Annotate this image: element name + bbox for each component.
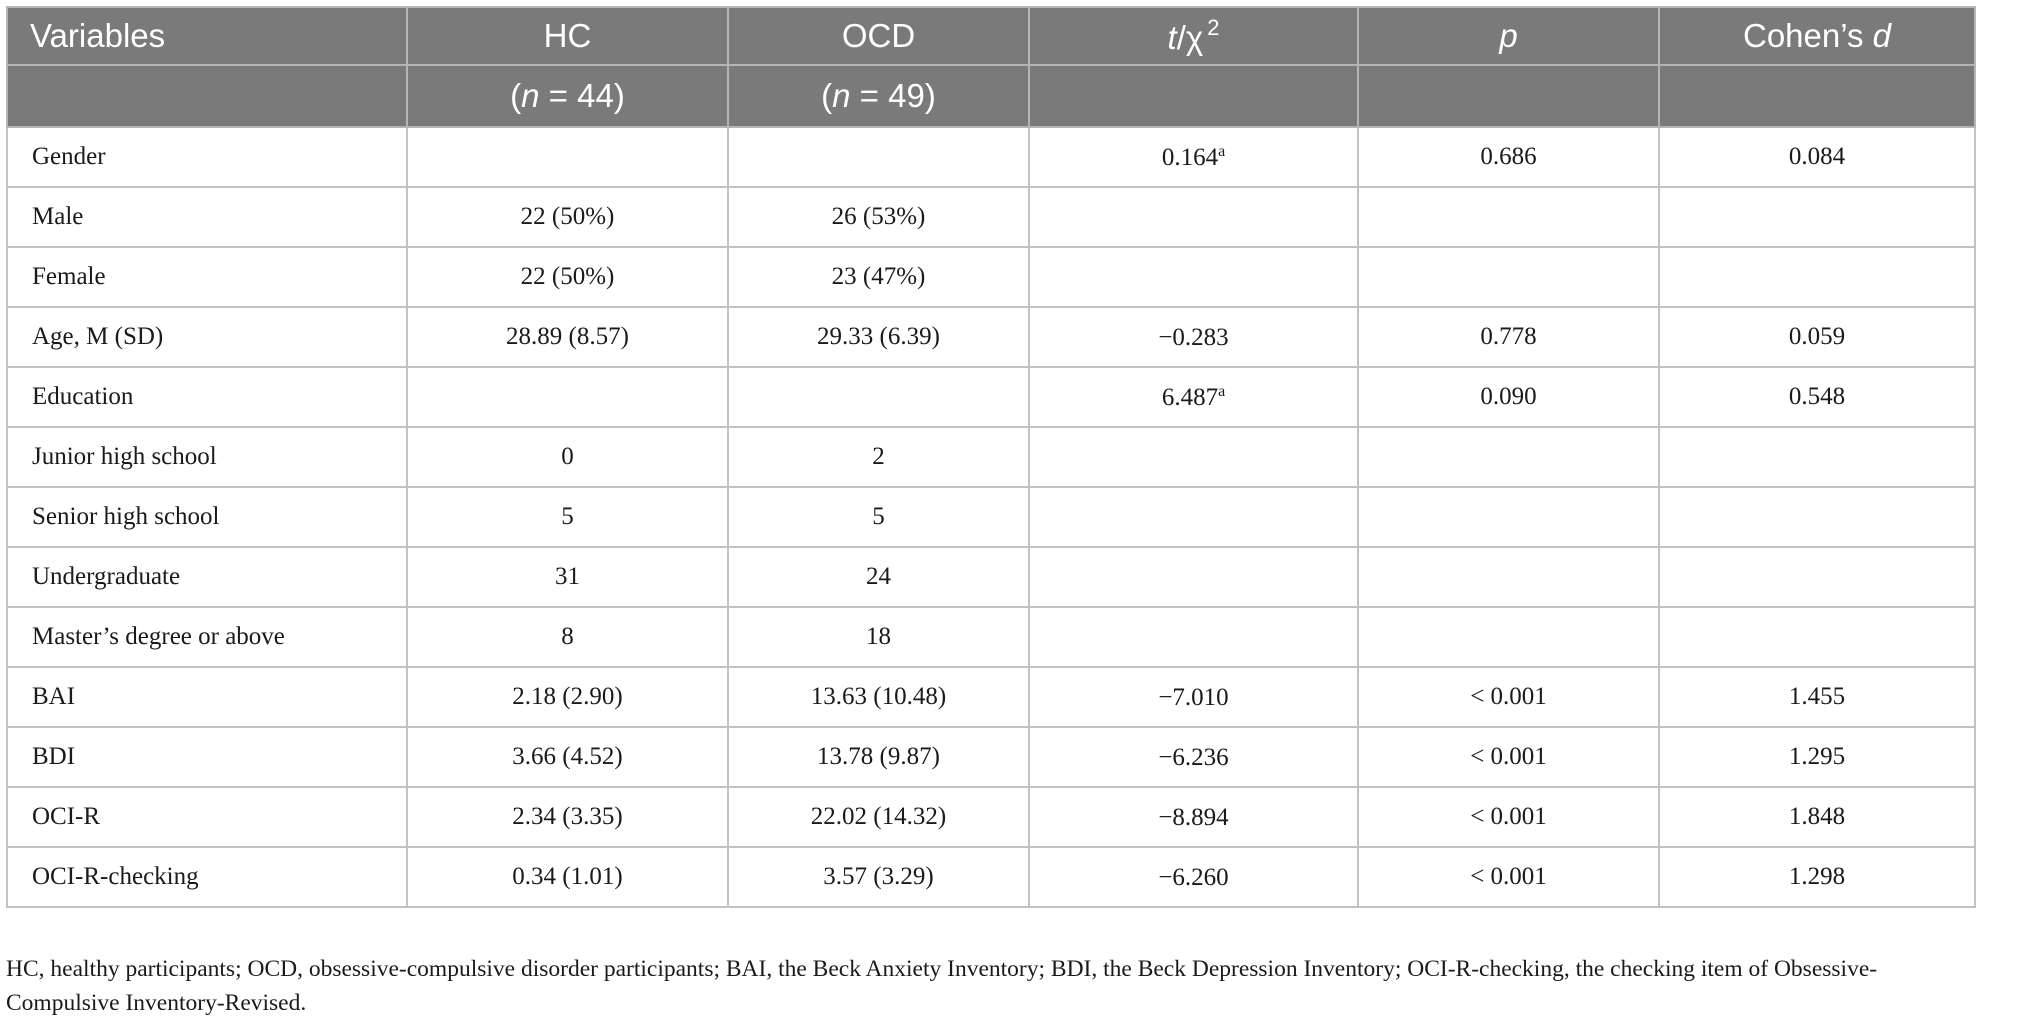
header-empty-2 — [1029, 65, 1358, 127]
cell-ocd: 24 — [728, 547, 1029, 607]
cell-d — [1659, 247, 1975, 307]
cell-variable: Male — [7, 187, 407, 247]
cell-ocd: 13.78 (9.87) — [728, 727, 1029, 787]
cell-stat: 0.164$^a$ — [1029, 127, 1358, 187]
cell-hc: 0 — [407, 427, 728, 487]
cell-p — [1358, 547, 1659, 607]
cell-hc: 22 (50%) — [407, 247, 728, 307]
cell-ocd: 26 (53%) — [728, 187, 1029, 247]
cell-stat — [1029, 607, 1358, 667]
header-ocd: OCD — [728, 7, 1029, 65]
cell-d — [1659, 487, 1975, 547]
cell-p: < 0.001 — [1358, 847, 1659, 907]
cell-hc: 28.89 (8.57) — [407, 307, 728, 367]
cell-variable: Senior high school — [7, 487, 407, 547]
cell-variable: OCI-R — [7, 787, 407, 847]
cell-d — [1659, 607, 1975, 667]
cell-p: 0.090 — [1358, 367, 1659, 427]
cell-variable: Master’s degree or above — [7, 607, 407, 667]
header-variables: Variables — [7, 7, 407, 65]
cell-p — [1358, 427, 1659, 487]
cell-stat: −8.894 — [1029, 787, 1358, 847]
cell-stat — [1029, 187, 1358, 247]
cell-p: 0.686 — [1358, 127, 1659, 187]
cell-stat — [1029, 487, 1358, 547]
header-cohens-label: Cohen’s — [1742, 17, 1873, 54]
cell-stat — [1029, 247, 1358, 307]
cell-hc: 31 — [407, 547, 728, 607]
header-test-statistic — [1029, 7, 1358, 65]
header-chi-superscript: 2 — [1207, 15, 1220, 40]
header-hc: HC — [407, 7, 728, 65]
header-row-2 — [7, 65, 1975, 127]
cell-p — [1358, 247, 1659, 307]
cell-variable: Undergraduate — [7, 547, 407, 607]
cell-p: < 0.001 — [1358, 727, 1659, 787]
cell-variable: OCI-R-checking — [7, 847, 407, 907]
cell-variable: Female — [7, 247, 407, 307]
cell-variable: Junior high school — [7, 427, 407, 487]
cell-d: 0.059 — [1659, 307, 1975, 367]
cell-d: 1.298 — [1659, 847, 1975, 907]
table-row — [7, 427, 1975, 487]
cell-hc: 22 (50%) — [407, 187, 728, 247]
cell-hc: 2.34 (3.35) — [407, 787, 728, 847]
cell-hc: 8 — [407, 607, 728, 667]
table-row — [7, 187, 1975, 247]
cell-d — [1659, 187, 1975, 247]
cell-d: 1.455 — [1659, 667, 1975, 727]
cell-ocd: 18 — [728, 607, 1029, 667]
header-chi-symbol: /χ — [1176, 19, 1204, 56]
header-cohens-d — [1659, 7, 1975, 65]
header-p — [1358, 7, 1659, 65]
table-row — [7, 847, 1975, 907]
cell-p — [1358, 487, 1659, 547]
cell-hc: 5 — [407, 487, 728, 547]
demographics-table-container — [6, 6, 1974, 908]
cell-stat: −6.236 — [1029, 727, 1358, 787]
cell-d — [1659, 547, 1975, 607]
table-row — [7, 307, 1975, 367]
table-row — [7, 247, 1975, 307]
cell-stat-superscript: a — [1218, 382, 1226, 400]
cell-ocd: 29.33 (6.39) — [728, 307, 1029, 367]
table-footnote: HC, healthy participants; OCD, obsessive-compulsive disorder participants; BAI, the Beck Anxiety Inventory; BDI, the Beck Depression Inventory; OCI-R-checking, the checking item of Obsessive-Compulsive Inventory-Revised. — [6, 956, 1878, 1016]
header-empty-4 — [1659, 65, 1975, 127]
cell-stat-superscript: a — [1218, 142, 1226, 160]
cell-d: 1.295 — [1659, 727, 1975, 787]
cell-stat: 6.487$^a$ — [1029, 367, 1358, 427]
table-row — [7, 367, 1975, 427]
header-row-1 — [7, 7, 1975, 65]
cell-d: 1.848 — [1659, 787, 1975, 847]
cell-d — [1659, 427, 1975, 487]
cell-variable: BDI — [7, 727, 407, 787]
cell-d: 0.084 — [1659, 127, 1975, 187]
header-p-symbol: p — [1499, 17, 1518, 54]
cell-ocd: 5 — [728, 487, 1029, 547]
cell-ocd — [728, 367, 1029, 427]
cell-variable: BAI — [7, 667, 407, 727]
cell-p — [1358, 187, 1659, 247]
header-hc-n: (n = 44) — [407, 65, 728, 127]
cell-ocd: 2 — [728, 427, 1029, 487]
cell-ocd: 22.02 (14.32) — [728, 787, 1029, 847]
cell-p: 0.778 — [1358, 307, 1659, 367]
cell-p: < 0.001 — [1358, 667, 1659, 727]
table-row — [7, 727, 1975, 787]
header-ocd-n: (n = 49) — [728, 65, 1029, 127]
cell-hc: 2.18 (2.90) — [407, 667, 728, 727]
table-row — [7, 487, 1975, 547]
demographics-table — [6, 6, 1976, 908]
cell-d: 0.548 — [1659, 367, 1975, 427]
cell-ocd: 13.63 (10.48) — [728, 667, 1029, 727]
header-empty-3 — [1358, 65, 1659, 127]
cell-hc — [407, 367, 728, 427]
table-row — [7, 787, 1975, 847]
table-row — [7, 667, 1975, 727]
cell-hc: 0.34 (1.01) — [407, 847, 728, 907]
cell-stat — [1029, 427, 1358, 487]
table-row — [7, 547, 1975, 607]
table-body — [7, 127, 1975, 907]
header-d-symbol: d — [1872, 17, 1891, 54]
cell-stat: −0.283 — [1029, 307, 1358, 367]
cell-ocd — [728, 127, 1029, 187]
cell-stat: −6.260 — [1029, 847, 1358, 907]
table-header — [7, 7, 1975, 127]
cell-variable: Age, M (SD) — [7, 307, 407, 367]
cell-variable: Education — [7, 367, 407, 427]
header-empty-1 — [7, 65, 407, 127]
cell-p: < 0.001 — [1358, 787, 1659, 847]
header-t-symbol: t — [1167, 19, 1177, 56]
cell-stat — [1029, 547, 1358, 607]
cell-p — [1358, 607, 1659, 667]
cell-hc — [407, 127, 728, 187]
cell-hc: 3.66 (4.52) — [407, 727, 728, 787]
cell-variable: Gender — [7, 127, 407, 187]
table-row — [7, 607, 1975, 667]
table-row — [7, 127, 1975, 187]
cell-stat: −7.010 — [1029, 667, 1358, 727]
cell-ocd: 23 (47%) — [728, 247, 1029, 307]
cell-ocd: 3.57 (3.29) — [728, 847, 1029, 907]
